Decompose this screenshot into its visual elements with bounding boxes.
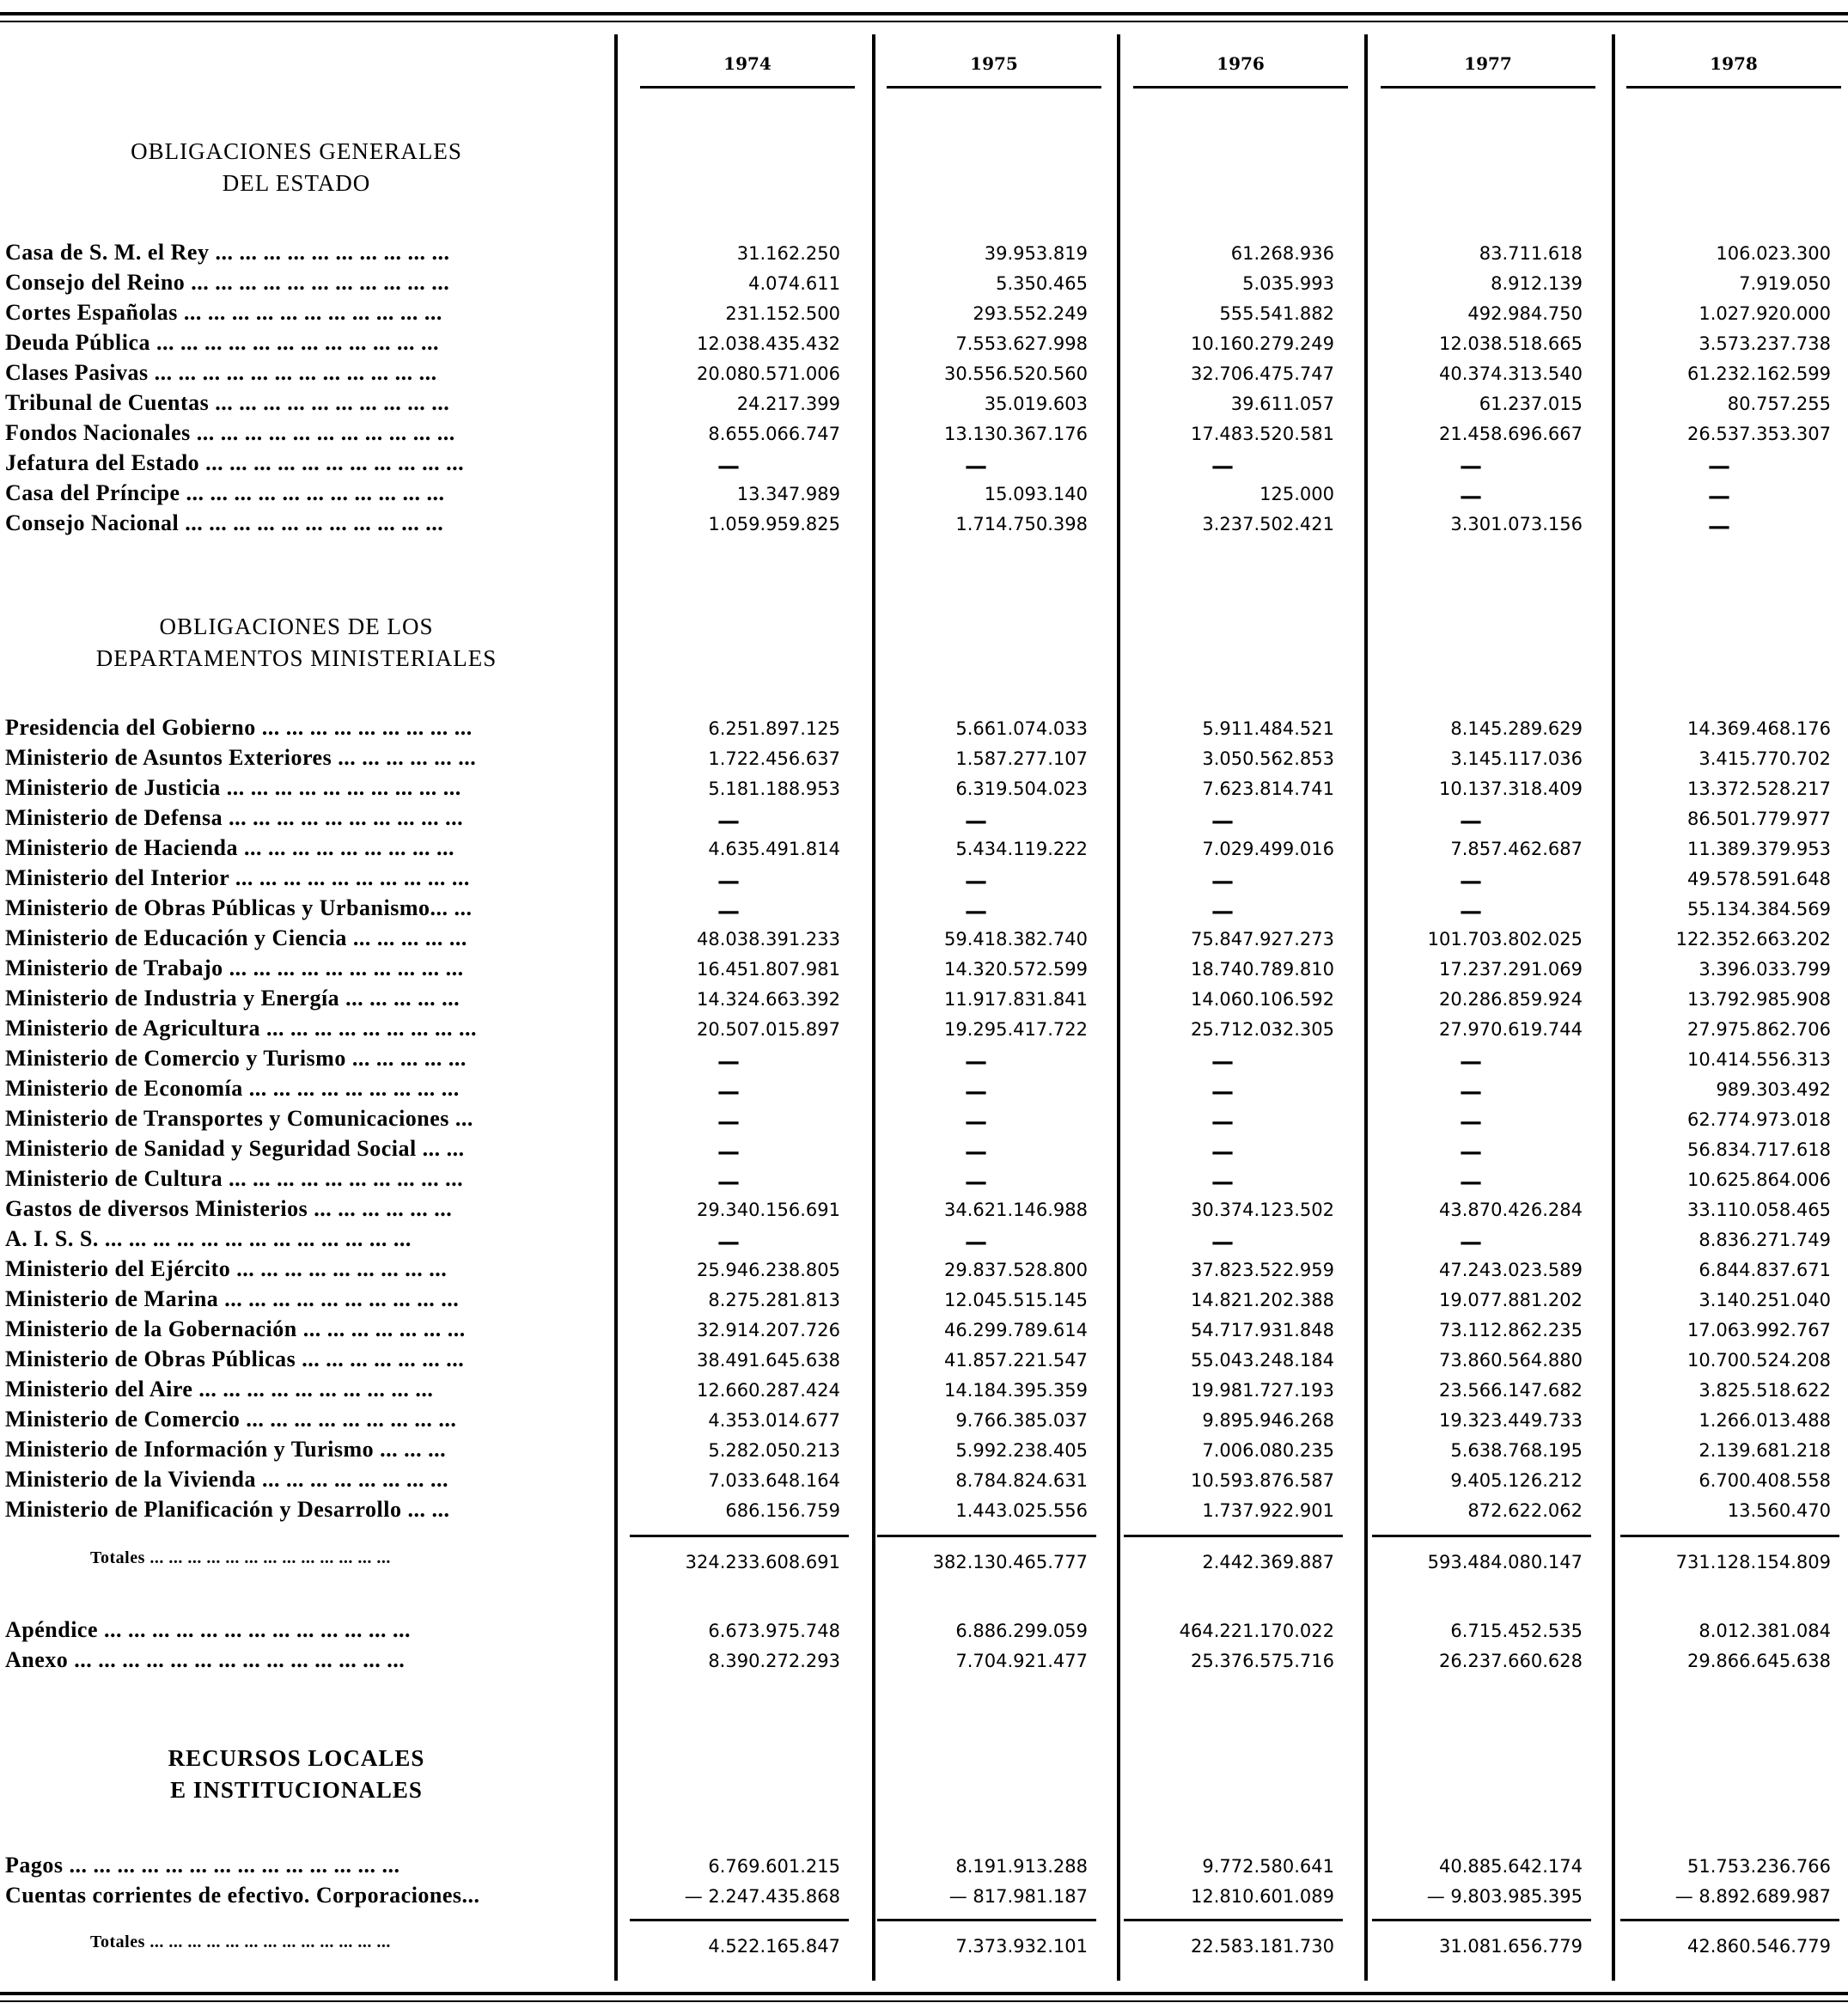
value-cell: 12.045.515.145 [944, 1290, 1088, 1310]
row-label: Consejo Nacional ... ... ... ... ... ... ... ... ... ... ... [5, 510, 444, 535]
section-heading-line: DEL ESTADO [222, 170, 371, 196]
value-cell: 3.415.770.702 [1699, 748, 1831, 769]
value-cell: 8.784.824.631 [955, 1470, 1088, 1491]
value-cell: 35.019.603 [984, 394, 1088, 414]
row-label: Tribunal de Cuentas ... ... ... ... ... ... ... ... ... ... [5, 390, 450, 415]
value-cell: 6.319.504.023 [955, 779, 1088, 799]
totals-rule [877, 1919, 1096, 1921]
value-cell: 73.860.564.880 [1439, 1350, 1583, 1371]
section-heading [0, 136, 593, 199]
value-cell: 55.134.384.569 [1687, 899, 1831, 919]
value-cell: — [1460, 869, 1482, 895]
value-cell: 41.857.221.547 [944, 1350, 1088, 1371]
row-label: Ministerio de Justicia ... ... ... ... ... ... ... ... ... ... [5, 775, 461, 800]
value-cell: 10.160.279.249 [1191, 333, 1334, 354]
value-cell: 12.038.435.432 [697, 333, 840, 354]
value-cell: 3.050.562.853 [1202, 748, 1334, 769]
totals-rule [1620, 1919, 1839, 1921]
value-cell: — 8.892.689.987 [1674, 1886, 1831, 1907]
totals-rule [877, 1535, 1096, 1537]
value-cell: 16.451.807.981 [697, 959, 840, 980]
value-cell: — [965, 1109, 987, 1135]
value-cell: — [965, 1079, 987, 1105]
value-cell: — [1211, 869, 1234, 895]
totals-label: Totales ... ... ... ... ... ... ... ... ... ... ... ... ... [90, 1548, 391, 1567]
value-cell: 43.870.426.284 [1439, 1200, 1583, 1220]
value-cell: 101.703.802.025 [1427, 929, 1583, 950]
value-cell: — [1460, 899, 1482, 925]
row-label: Anexo ... ... ... ... ... ... ... ... ... ... ... ... ... ... [5, 1647, 406, 1672]
totals-rule [1372, 1919, 1591, 1921]
value-cell: 6.886.299.059 [955, 1621, 1088, 1641]
value-cell: — [717, 1109, 740, 1135]
value-cell: 14.324.663.392 [697, 989, 840, 1010]
row-label: Fondos Nacionales ... ... ... ... ... ... ... ... ... ... ... [5, 420, 455, 445]
value-cell: 1.722.456.637 [708, 748, 840, 769]
value-cell: 7.623.814.741 [1202, 779, 1334, 799]
section-heading [0, 611, 593, 675]
value-cell: 3.145.117.036 [1450, 748, 1583, 769]
value-cell: 6.715.452.535 [1450, 1621, 1583, 1641]
row-label: Cuentas corrientes de efectivo. Corporaciones... [5, 1883, 480, 1908]
row-label: Consejo del Reino ... ... ... ... ... ... ... ... ... ... ... [5, 270, 450, 295]
row-label: Ministerio del Aire ... ... ... ... ... ... ... ... ... ... [5, 1377, 434, 1401]
totals-cell: 4.522.165.847 [708, 1936, 840, 1957]
value-cell: 3.301.073.156 [1450, 514, 1583, 534]
value-cell: — [1211, 1109, 1234, 1135]
value-cell: — [717, 899, 740, 925]
totals-rule [1124, 1919, 1343, 1921]
value-cell: — [1460, 454, 1482, 479]
top-rule-thin [0, 21, 1848, 22]
totals-rule [1124, 1535, 1343, 1537]
value-cell: 31.162.250 [736, 243, 840, 264]
value-cell: — [1708, 484, 1730, 510]
row-label: Ministerio de Marina ... ... ... ... ... ... ... ... ... ... [5, 1286, 460, 1311]
value-cell: 8.145.289.629 [1450, 718, 1583, 739]
value-cell: 75.847.927.273 [1191, 929, 1334, 950]
value-cell: 5.282.050.213 [708, 1440, 840, 1461]
value-cell: 555.541.882 [1219, 303, 1334, 324]
value-cell: — [717, 1169, 740, 1195]
value-cell: 2.139.681.218 [1699, 1440, 1831, 1461]
row-label: Ministerio de la Vivienda ... ... ... ... ... ... ... ... [5, 1467, 448, 1492]
value-cell: — [1708, 514, 1730, 540]
value-cell: 8.012.381.084 [1699, 1621, 1831, 1641]
value-cell: 61.232.162.599 [1687, 363, 1831, 384]
value-cell: 25.946.238.805 [697, 1260, 840, 1280]
value-cell: 464.221.170.022 [1179, 1621, 1334, 1641]
value-cell: 9.766.385.037 [955, 1410, 1088, 1431]
value-cell: 80.757.255 [1727, 394, 1831, 414]
value-cell: 5.434.119.222 [955, 839, 1088, 859]
row-label: Ministerio de Hacienda ... ... ... ... ... ... ... ... ... [5, 835, 454, 860]
section-heading [0, 1743, 593, 1806]
value-cell: 106.023.300 [1716, 243, 1831, 264]
row-label: Ministerio de Transportes y Comunicaciones ... [5, 1106, 473, 1131]
value-cell: — [1211, 899, 1234, 925]
value-cell: 1.027.920.000 [1699, 303, 1831, 324]
value-cell: 26.537.353.307 [1687, 424, 1831, 444]
row-label: Ministerio de Cultura ... ... ... ... ... ... ... ... ... ... [5, 1166, 464, 1191]
value-cell: — [717, 1139, 740, 1165]
value-cell: 13.130.367.176 [944, 424, 1088, 444]
value-cell: 30.556.520.560 [944, 363, 1088, 384]
row-label: Ministerio del Interior ... ... ... ... ... ... ... ... ... ... [5, 865, 470, 890]
value-cell: 1.266.013.488 [1699, 1410, 1831, 1431]
value-cell: — [717, 454, 740, 479]
value-cell: 293.552.249 [973, 303, 1088, 324]
value-cell: 39.953.819 [984, 243, 1088, 264]
value-cell: 26.237.660.628 [1439, 1651, 1583, 1671]
value-cell: 13.560.470 [1727, 1500, 1831, 1521]
value-cell: 4.635.491.814 [708, 839, 840, 859]
value-cell: 47.243.023.589 [1439, 1260, 1583, 1280]
value-cell: 9.772.580.641 [1202, 1856, 1334, 1877]
value-cell: 9.405.126.212 [1450, 1470, 1583, 1491]
row-label: Ministerio de Asuntos Exteriores ... ... ... ... ... ... [5, 745, 477, 770]
value-cell: 872.622.062 [1467, 1500, 1583, 1521]
value-cell: — [1211, 1230, 1234, 1255]
row-label: Ministerio de Comercio y Turismo ... ... ... ... ... [5, 1046, 467, 1071]
value-cell: 8.275.281.813 [708, 1290, 840, 1310]
row-label: Ministerio de Información y Turismo ... ... ... [5, 1437, 447, 1462]
value-cell: — [1460, 1109, 1482, 1135]
value-cell: 61.268.936 [1230, 243, 1334, 264]
value-cell: 4.353.014.677 [708, 1410, 840, 1431]
value-cell: 5.181.188.953 [708, 779, 840, 799]
value-cell: 19.981.727.193 [1191, 1380, 1334, 1401]
value-cell: — [717, 1230, 740, 1255]
row-label: Cortes Españolas ... ... ... ... ... ... ... ... ... ... ... [5, 300, 442, 325]
value-cell: 19.295.417.722 [944, 1019, 1088, 1040]
value-cell: — [965, 1230, 987, 1255]
value-cell: 6.251.897.125 [708, 718, 840, 739]
value-cell: 7.919.050 [1739, 273, 1831, 294]
value-cell: — [717, 1049, 740, 1075]
value-cell: 6.769.601.215 [708, 1856, 840, 1877]
row-label: Ministerio de Economía ... ... ... ... ... ... ... ... ... [5, 1076, 460, 1101]
value-cell: 231.152.500 [725, 303, 840, 324]
value-cell: 32.914.207.726 [697, 1320, 840, 1340]
row-label: Ministerio de Sanidad y Seguridad Social ... ... [5, 1136, 465, 1161]
value-cell: 27.975.862.706 [1687, 1019, 1831, 1040]
year-header: 1978 [1710, 53, 1758, 74]
value-cell: 9.895.946.268 [1202, 1410, 1334, 1431]
section-heading-line: RECURSOS LOCALES [168, 1745, 425, 1771]
value-cell: 18.740.789.810 [1191, 959, 1334, 980]
row-label: Ministerio de Agricultura ... ... ... ... ... ... ... ... ... [5, 1016, 478, 1041]
value-cell: 8.390.272.293 [708, 1651, 840, 1671]
value-cell: 14.821.202.388 [1191, 1290, 1334, 1310]
value-cell: 14.060.106.592 [1191, 989, 1334, 1010]
value-cell: 12.038.518.665 [1439, 333, 1583, 354]
value-cell: 56.834.717.618 [1687, 1139, 1831, 1160]
value-cell: 125.000 [1259, 484, 1334, 504]
value-cell: 83.711.618 [1479, 243, 1583, 264]
section-heading-line: DEPARTAMENTOS MINISTERIALES [95, 645, 497, 671]
value-cell: — [717, 809, 740, 834]
value-cell: 8.912.139 [1491, 273, 1583, 294]
value-cell: 14.184.395.359 [944, 1380, 1088, 1401]
value-cell: 17.483.520.581 [1191, 424, 1334, 444]
value-cell: 7.029.499.016 [1202, 839, 1334, 859]
year-header: 1977 [1464, 53, 1512, 74]
value-cell: 25.376.575.716 [1191, 1651, 1334, 1671]
value-cell: 24.217.399 [736, 394, 840, 414]
row-label: Ministerio de Trabajo ... ... ... ... ... ... ... ... ... ... [5, 956, 464, 980]
value-cell: 3.140.251.040 [1699, 1290, 1831, 1310]
value-cell: — [1211, 1139, 1234, 1165]
value-cell: — [1460, 1230, 1482, 1255]
year-underline [1133, 86, 1348, 89]
year-underline [640, 86, 855, 89]
value-cell: 33.110.058.465 [1687, 1200, 1831, 1220]
value-cell: 23.566.147.682 [1439, 1380, 1583, 1401]
bottom-rule-thin [0, 2000, 1848, 2002]
value-cell: — [1460, 1079, 1482, 1105]
row-label: Ministerio de Industria y Energía ... ... ... ... ... [5, 986, 460, 1011]
value-cell: 4.074.611 [748, 273, 840, 294]
row-label: Ministerio de Obras Públicas ... ... ... ... ... ... ... [5, 1346, 465, 1371]
value-cell: 12.660.287.424 [697, 1380, 840, 1401]
value-cell: 29.866.645.638 [1687, 1651, 1831, 1671]
value-cell: 7.553.627.998 [955, 333, 1088, 354]
value-cell: 39.611.057 [1230, 394, 1334, 414]
value-cell: 27.970.619.744 [1439, 1019, 1583, 1040]
row-label: Ministerio de la Gobernación ... ... ... ... ... ... ... [5, 1316, 466, 1341]
value-cell: 12.810.601.089 [1191, 1886, 1334, 1907]
row-label: Ministerio del Ejército ... ... ... ... ... ... ... ... ... [5, 1256, 448, 1281]
value-cell: 34.621.146.988 [944, 1200, 1088, 1220]
value-cell: 37.823.522.959 [1191, 1260, 1334, 1280]
value-cell: 20.080.571.006 [697, 363, 840, 384]
value-cell: 8.191.913.288 [955, 1856, 1088, 1877]
value-cell: 989.303.492 [1716, 1079, 1831, 1100]
value-cell: 10.700.524.208 [1687, 1350, 1831, 1371]
value-cell: 5.638.768.195 [1450, 1440, 1583, 1461]
value-cell: 7.857.462.687 [1450, 839, 1583, 859]
totals-rule [630, 1535, 849, 1537]
value-cell: 5.350.465 [996, 273, 1088, 294]
totals-cell: 731.128.154.809 [1675, 1552, 1831, 1572]
value-cell: 10.625.864.006 [1687, 1169, 1831, 1190]
value-cell: 6.700.408.558 [1699, 1470, 1831, 1491]
value-cell: 48.038.391.233 [697, 929, 840, 950]
value-cell: 29.340.156.691 [697, 1200, 840, 1220]
value-cell: 122.352.663.202 [1675, 929, 1831, 950]
value-cell: 1.059.959.825 [708, 514, 840, 534]
year-underline [1381, 86, 1595, 89]
totals-cell: 42.860.546.779 [1687, 1936, 1831, 1957]
value-cell: 10.414.556.313 [1687, 1049, 1831, 1070]
row-label: Ministerio de Obras Públicas y Urbanismo... ... [5, 895, 473, 920]
value-cell: — [965, 1169, 987, 1195]
value-cell: 38.491.645.638 [697, 1350, 840, 1371]
value-cell: — 2.247.435.868 [684, 1886, 840, 1907]
row-label: Gastos de diversos Ministerios ... ... ... ... ... ... [5, 1196, 453, 1221]
value-cell: 11.389.379.953 [1687, 839, 1831, 859]
row-label: Ministerio de Educación y Ciencia ... ... ... ... ... [5, 925, 467, 950]
value-cell: 17.237.291.069 [1439, 959, 1583, 980]
value-cell: 3.573.237.738 [1699, 333, 1831, 354]
totals-label: Totales ... ... ... ... ... ... ... ... ... ... ... ... ... [90, 1933, 391, 1951]
value-cell: 1.737.922.901 [1202, 1500, 1334, 1521]
totals-cell: 7.373.932.101 [955, 1936, 1088, 1957]
value-cell: 6.844.837.671 [1699, 1260, 1831, 1280]
totals-cell: 2.442.369.887 [1202, 1552, 1334, 1572]
value-cell: — 9.803.985.395 [1426, 1886, 1583, 1907]
value-cell: — [717, 1079, 740, 1105]
value-cell: 54.717.931.848 [1191, 1320, 1334, 1340]
value-cell: 59.418.382.740 [944, 929, 1088, 950]
row-label: Deuda Pública ... ... ... ... ... ... ... ... ... ... ... ... [5, 330, 440, 355]
value-cell: — 817.981.187 [948, 1886, 1088, 1907]
value-cell: 19.077.881.202 [1439, 1290, 1583, 1310]
value-cell: — [1460, 484, 1482, 510]
value-cell: 3.237.502.421 [1202, 514, 1334, 534]
value-cell: — [965, 869, 987, 895]
value-cell: 30.374.123.502 [1191, 1200, 1334, 1220]
totals-cell: 31.081.656.779 [1439, 1936, 1583, 1957]
value-cell: 86.501.779.977 [1687, 809, 1831, 829]
totals-cell: 593.484.080.147 [1427, 1552, 1583, 1572]
value-cell: 14.320.572.599 [944, 959, 1088, 980]
totals-cell: 324.233.608.691 [685, 1552, 840, 1572]
value-cell: 40.374.313.540 [1439, 363, 1583, 384]
value-cell: 20.507.015.897 [697, 1019, 840, 1040]
value-cell: 5.035.993 [1242, 273, 1334, 294]
year-header: 1976 [1217, 53, 1265, 74]
value-cell: 1.587.277.107 [955, 748, 1088, 769]
row-label: Ministerio de Planificación y Desarrollo ... ... [5, 1497, 450, 1522]
section-heading-line: OBLIGACIONES DE LOS [159, 614, 434, 639]
value-cell: 46.299.789.614 [944, 1320, 1088, 1340]
value-cell: — [1211, 1049, 1234, 1075]
value-cell: 7.006.080.235 [1202, 1440, 1334, 1461]
value-cell: 61.237.015 [1479, 394, 1583, 414]
value-cell: 686.156.759 [725, 1500, 840, 1521]
value-cell: — [1460, 809, 1482, 834]
value-cell: — [1460, 1169, 1482, 1195]
value-cell: 15.093.140 [984, 484, 1088, 504]
value-cell: 49.578.591.648 [1687, 869, 1831, 889]
value-cell: — [965, 809, 987, 834]
value-cell: 7.704.921.477 [955, 1651, 1088, 1671]
row-label: Jefatura del Estado ... ... ... ... ... ... ... ... ... ... ... [5, 450, 465, 475]
value-cell: 25.712.032.305 [1191, 1019, 1334, 1040]
value-cell: — [1211, 454, 1234, 479]
value-cell: — [1211, 809, 1234, 834]
value-cell: — [1211, 1079, 1234, 1105]
totals-rule [630, 1919, 849, 1921]
section-heading-line: OBLIGACIONES GENERALES [131, 138, 462, 164]
value-cell: 5.992.238.405 [955, 1440, 1088, 1461]
row-label: Apéndice ... ... ... ... ... ... ... ... ... ... ... ... ... [5, 1617, 411, 1642]
value-cell: — [965, 899, 987, 925]
value-cell: — [1460, 1049, 1482, 1075]
value-cell: 7.033.648.164 [708, 1470, 840, 1491]
row-label: Presidencia del Gobierno ... ... ... ... ... ... ... ... ... [5, 715, 473, 740]
row-label: Pagos ... ... ... ... ... ... ... ... ... ... ... ... ... ... [5, 1853, 400, 1878]
value-cell: — [717, 869, 740, 895]
value-cell: 13.372.528.217 [1687, 779, 1831, 799]
value-cell: — [965, 454, 987, 479]
year-header: 1974 [723, 53, 772, 74]
totals-cell: 22.583.181.730 [1191, 1936, 1334, 1957]
value-cell: 40.885.642.174 [1439, 1856, 1583, 1877]
value-cell: 1.714.750.398 [955, 514, 1088, 534]
value-cell: 21.458.696.667 [1439, 424, 1583, 444]
year-header: 1975 [970, 53, 1018, 74]
row-label: Ministerio de Comercio ... ... ... ... ... ... ... ... ... [5, 1407, 457, 1432]
value-cell: 14.369.468.176 [1687, 718, 1831, 739]
value-cell: 13.347.989 [736, 484, 840, 504]
row-label: Casa del Príncipe ... ... ... ... ... ... ... ... ... ... ... [5, 480, 445, 505]
value-cell: 11.917.831.841 [944, 989, 1088, 1010]
totals-rule [1620, 1535, 1839, 1537]
section-heading-line: E INSTITUCIONALES [170, 1777, 423, 1803]
value-cell: 73.112.862.235 [1439, 1320, 1583, 1340]
value-cell: 29.837.528.800 [944, 1260, 1088, 1280]
row-label: Ministerio de Defensa ... ... ... ... ... ... ... ... ... ... [5, 805, 464, 830]
value-cell: 51.753.236.766 [1687, 1856, 1831, 1877]
value-cell: 10.137.318.409 [1439, 779, 1583, 799]
value-cell: 10.593.876.587 [1191, 1470, 1334, 1491]
value-cell: — [1460, 1139, 1482, 1165]
value-cell: — [1211, 1169, 1234, 1195]
value-cell: 19.323.449.733 [1439, 1410, 1583, 1431]
row-label: Clases Pasivas ... ... ... ... ... ... ... ... ... ... ... ... [5, 360, 437, 385]
value-cell: 62.774.973.018 [1687, 1109, 1831, 1130]
value-cell: 3.396.033.799 [1699, 959, 1831, 980]
top-rule [0, 12, 1848, 15]
value-cell: 17.063.992.767 [1687, 1320, 1831, 1340]
value-cell: 32.706.475.747 [1191, 363, 1334, 384]
value-cell: 5.911.484.521 [1202, 718, 1334, 739]
value-cell: — [965, 1049, 987, 1075]
bottom-rule [0, 1992, 1848, 1995]
row-label: A. I. S. S. ... ... ... ... ... ... ... ... ... ... ... ... ... [5, 1226, 412, 1251]
value-cell: 1.443.025.556 [955, 1500, 1088, 1521]
value-cell: 3.825.518.622 [1699, 1380, 1831, 1401]
totals-rule [1372, 1535, 1591, 1537]
value-cell: 20.286.859.924 [1439, 989, 1583, 1010]
value-cell: 5.661.074.033 [955, 718, 1088, 739]
year-underline [887, 86, 1101, 89]
row-label: Casa de S. M. el Rey ... ... ... ... ... ... ... ... ... ... [5, 240, 450, 265]
value-cell: 492.984.750 [1467, 303, 1583, 324]
value-cell: 8.655.066.747 [708, 424, 840, 444]
value-cell: 6.673.975.748 [708, 1621, 840, 1641]
year-underline [1626, 86, 1841, 89]
totals-cell: 382.130.465.777 [932, 1552, 1088, 1572]
value-cell: 8.836.271.749 [1699, 1230, 1831, 1250]
value-cell: 13.792.985.908 [1687, 989, 1831, 1010]
value-cell: — [1708, 454, 1730, 479]
value-cell: — [965, 1139, 987, 1165]
value-cell: 55.043.248.184 [1191, 1350, 1334, 1371]
